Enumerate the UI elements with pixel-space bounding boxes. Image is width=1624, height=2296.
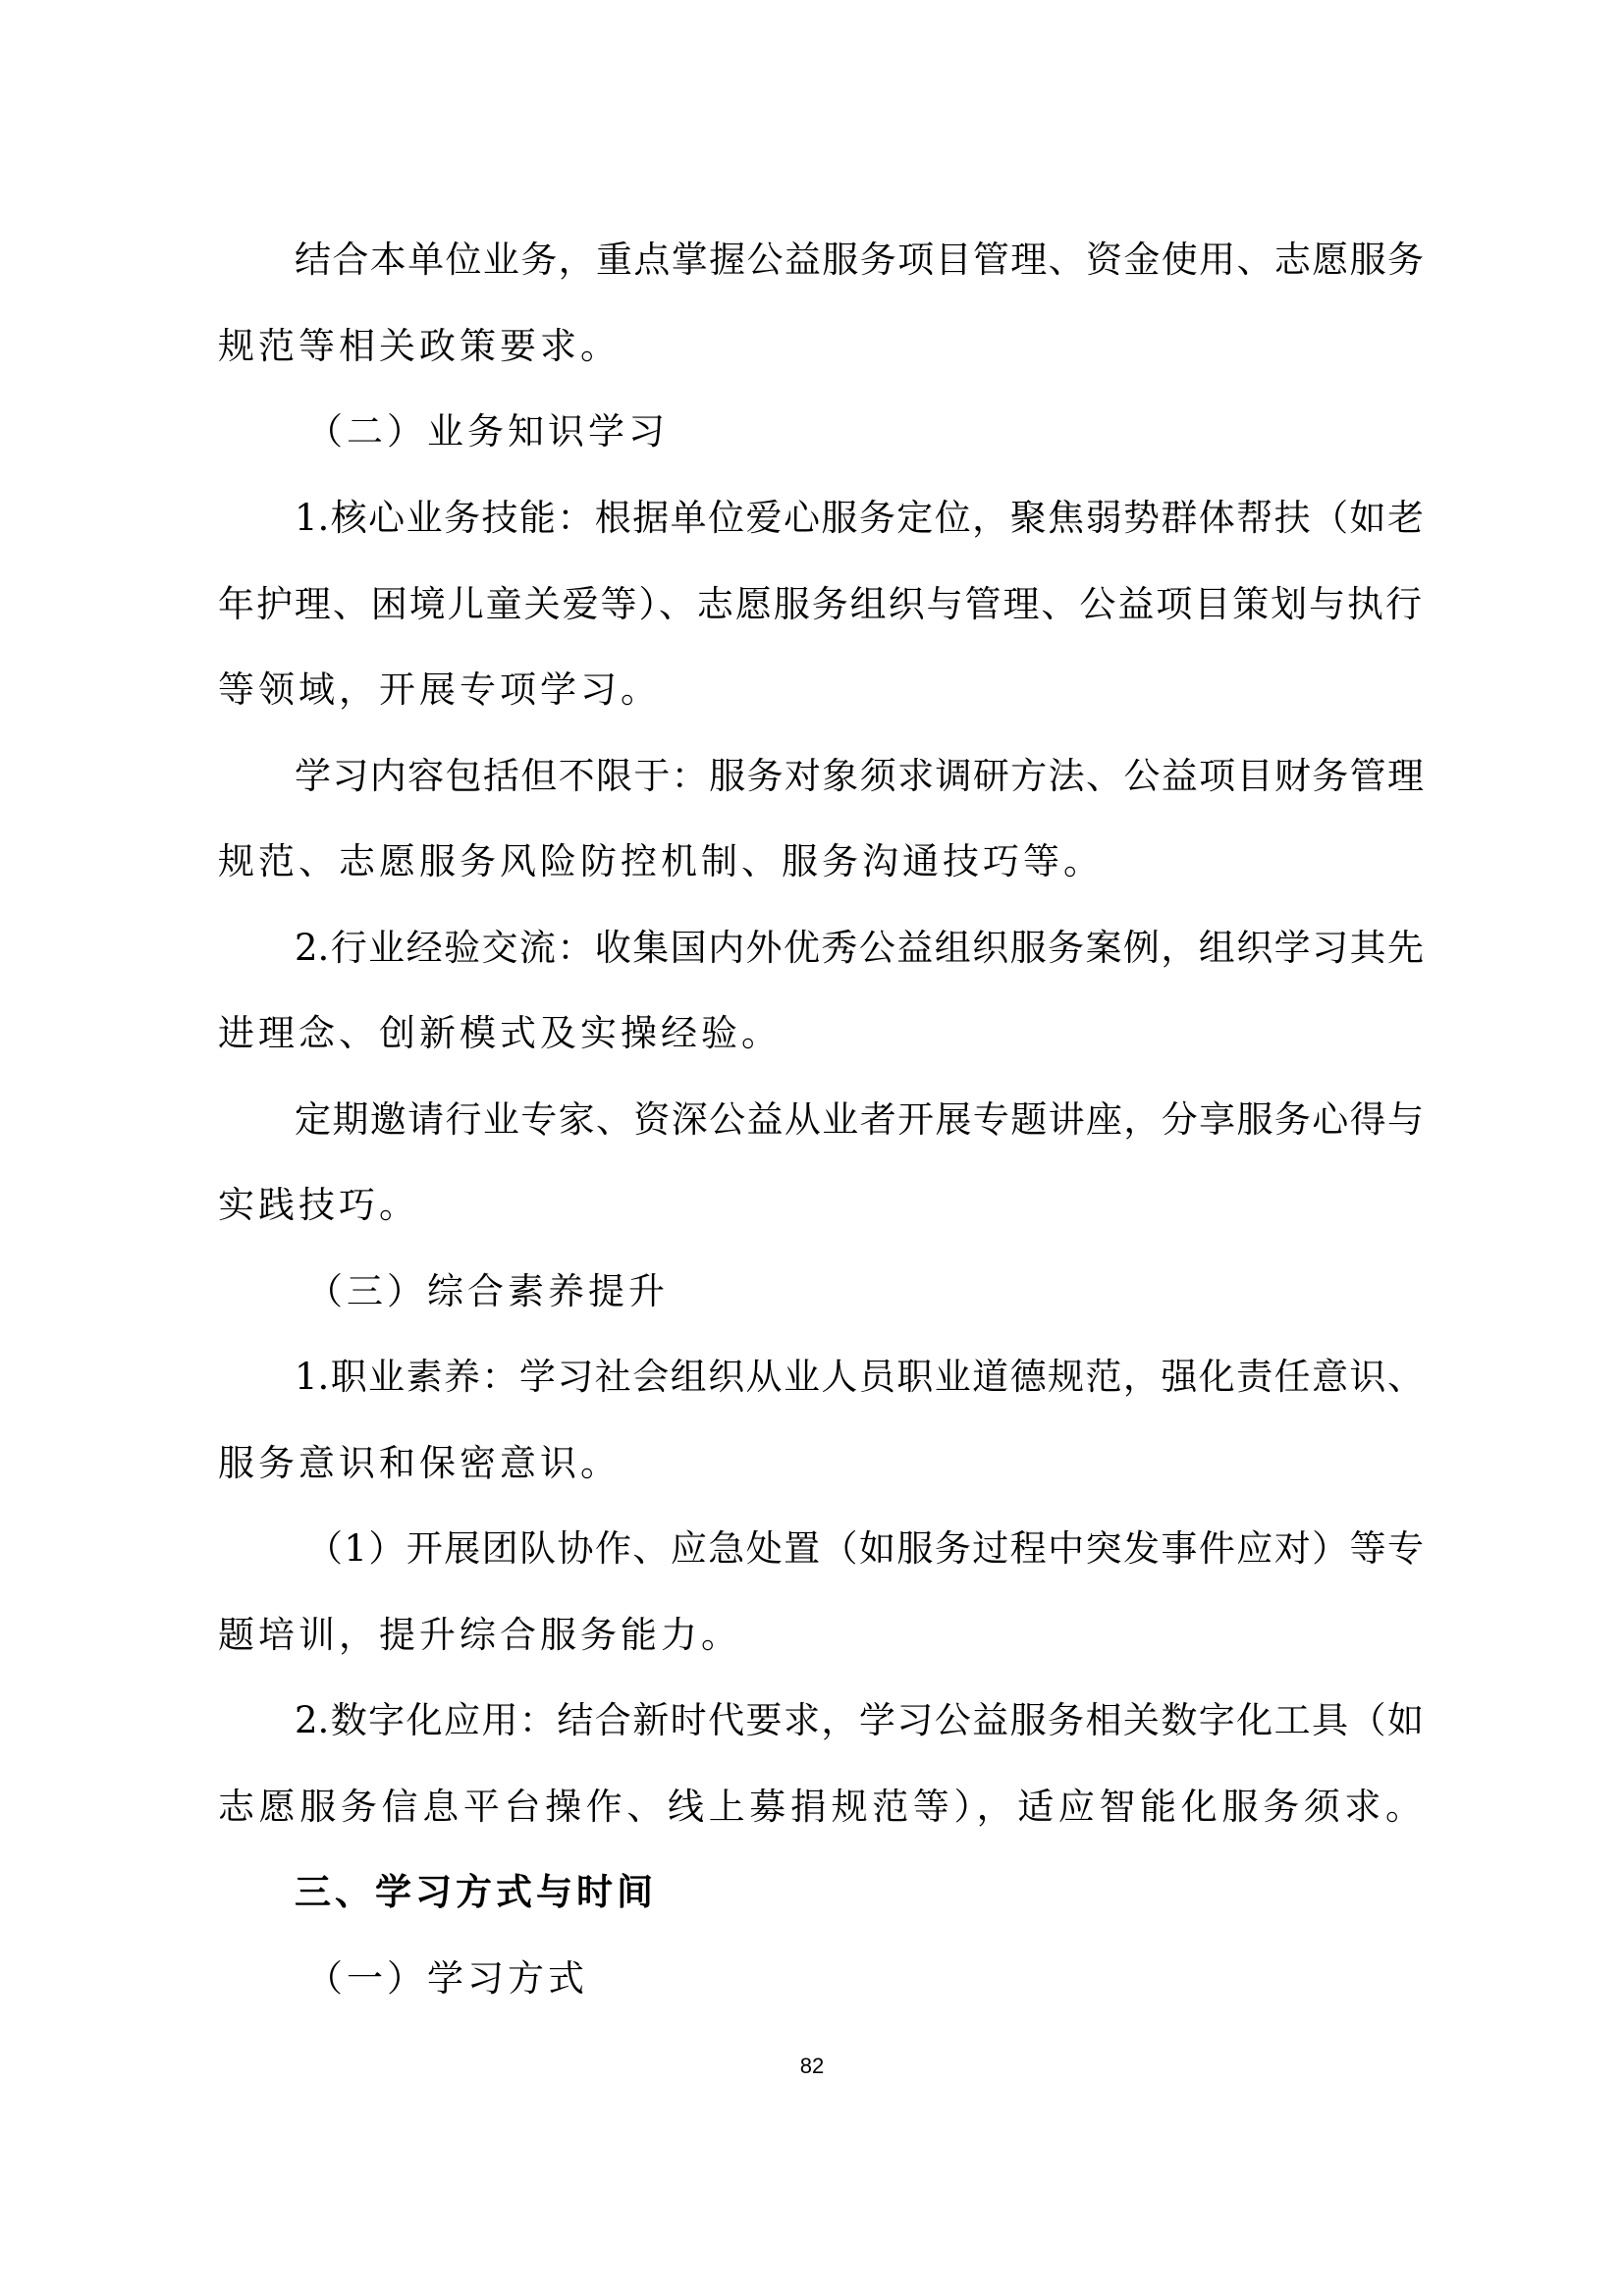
section-subheading: （一）学习方式 [306, 1957, 588, 2000]
page-number: 82 [799, 2054, 825, 2078]
section-subheading: （二）业务知识学习 [306, 410, 669, 453]
paragraph-line: 志愿服务信息平台操作、线上募捐规范等），适应智能化服务须求。 [218, 1786, 1422, 1828]
paragraph-line: 等领域，开展专项学习。 [218, 668, 661, 711]
paragraph-line: 定期邀请行业专家、资深公益从业者开展专题讲座，分享服务心得与 [295, 1098, 1424, 1141]
paragraph-line: 学习内容包括但不限于：服务对象须求调研方法、公益项目财务管理 [295, 755, 1424, 797]
paragraph-line: 规范等相关政策要求。 [218, 325, 621, 367]
paragraph-line: 实践技巧。 [218, 1184, 419, 1226]
paragraph-line: 年护理、困境儿童关爱等）、志愿服务组织与管理、公益项目策划与执行 [218, 583, 1422, 625]
paragraph-line: 1.职业素养：学习社会组织从业人员职业道德规范，强化责任意识、 [295, 1356, 1424, 1398]
paragraph-line: （1）开展团队协作、应急处置（如服务过程中突发事件应对）等专 [306, 1527, 1424, 1570]
paragraph-line: 2.数字化应用：结合新时代要求，学习公益服务相关数字化工具（如 [295, 1699, 1424, 1741]
paragraph-line: 1.核心业务技能：根据单位爱心服务定位，聚焦弱势群体帮扶（如老 [295, 497, 1424, 539]
paragraph-line: 进理念、创新模式及实操经验。 [218, 1012, 782, 1054]
paragraph-line: 2.行业经验交流：收集国内外优秀公益组织服务案例，组织学习其先 [295, 927, 1424, 969]
section-subheading: （三）综合素养提升 [306, 1270, 669, 1312]
paragraph-line: 服务意识和保密意识。 [218, 1442, 621, 1484]
paragraph-line: 结合本单位业务，重点掌握公益服务项目管理、资金使用、志愿服务 [295, 239, 1424, 281]
paragraph-line: 题培训，提升综合服务能力。 [218, 1614, 741, 1656]
paragraph-line: 规范、志愿服务风险防控机制、服务沟通技巧等。 [218, 840, 1104, 882]
section-heading: 三、学习方式与时间 [295, 1871, 657, 1913]
